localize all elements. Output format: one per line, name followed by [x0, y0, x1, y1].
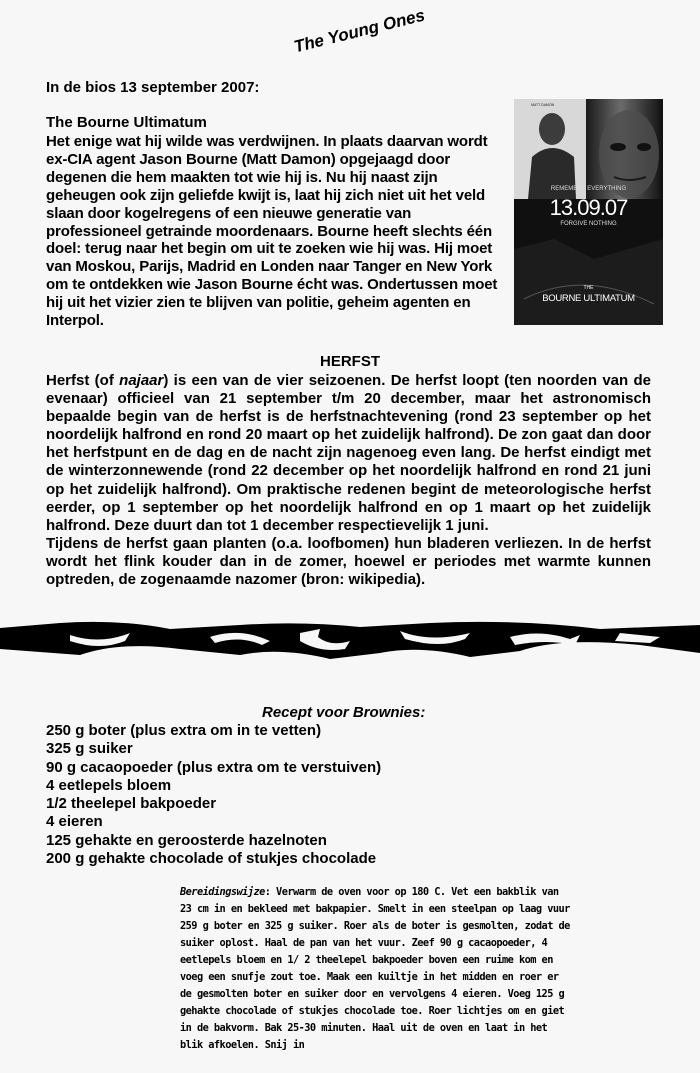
- poster-tagline-bottom: FORGIVE NOTHING: [560, 221, 617, 227]
- list-item: 4 eetlepels bloem: [46, 776, 172, 794]
- poster-tagline-top: REMEMBER EVERYTHING: [550, 186, 627, 192]
- decorative-divider: [0, 615, 700, 663]
- autumn-paragraph-1: Herfst (of najaar) is een van de vier seizoenen. De herfst loopt (ten noorden van de evenaar) officieel van 21 september t/m 20 december, maar het astronomisch bepaalde begin van de herfst is de herfstnachtevening (rond 23 september op het noordelijk halfrond en rond 20 maart op het zuidelijk halfrond). De zon gaat dan door het herfstpunt en de dag en de nacht zijn nagenoeg even lang. De herfst eindigt met de winterzonnewende (rond 22 december op het noordelijk halfrond en rond 21 juni op het zuidelijk halfrond). Om praktische redenen begint de meteorologische herfst eerder, op 1 september op het noordelijk halfrond en op 1 maart op het zuidelijk halfrond. Deze duurt dan tot 1 december respectievelijk 1 juni.: [46, 372, 651, 534]
- list-item: 325 g suiker: [46, 740, 133, 758]
- poster-title-line1: THE: [583, 285, 594, 291]
- preparation-label: Bereidingswijze: [180, 886, 265, 898]
- site-title: The Young Ones: [292, 5, 427, 57]
- movie-description: Het enige wat hij wilde was verdwijnen. In plaats daarvan wordt ex-CIA agent Jason Bourne (Matt Damon) opgejaagd door degenen die hem maakten tot wie hij is. Nu hij naast zijn geheugen ook zijn geliefde kwijt is, laat hij zich niet uit het veld slaan door kogelregens of een nieuwe generatie van professioneel getrainde moordenaars. Bourne heeft slechts één doel: terug naar het begin om uit te zoeken wie hij was. Hij moet van Moskou, Parijs, Madrid en Londen naar Tanger en New York om te ontdekken wie Jason Bourne écht was. Ondertussen moet hij uit het vizier zien te blijven van politie, geheim agenten en Interpol.: [46, 133, 498, 330]
- autumn-article: [46, 372, 651, 589]
- list-item: 125 gehakte en geroosterde hazelnoten: [46, 831, 327, 849]
- ingredient-list: [46, 722, 381, 868]
- movie-title: The Bourne Ultimatum: [46, 114, 207, 131]
- preparation-text: Bereidingswijze: Verwarm de oven voor op 180 C. Vet een bakblik van 23 cm in en bekleed met bakpapier. Smelt in een steelpan op laag vuur 259 g boter en 325 g suiker. Roer als de boter is gesmolten, zodat de suiker oplost. Haal de pan van het vuur. Zeef 90 g cacaopoeder, 4 eetlepels bloem en 1/ 2 theelepel bakpoeder boven een ruime kom en voeg een snufje zout toe. Maak een kuiltje in het midden en roer er de gesmolten boter en suiker door en vervolgens 4 eieren. Voeg 125 g gehakte chocolade of stukjes chocolade toe. Roer lichtjes om en giet in de bakvorm. Bak 25-30 minuten. Haal uit de oven en laat in het blik afkoelen. Snij in: [180, 886, 570, 1051]
- poster-date: 13.09.07: [549, 195, 628, 220]
- list-item: 200 g gehakte chocolade of stukjes chocolade: [46, 850, 377, 868]
- list-item: 90 g cacaopoeder (plus extra om te verstuiven): [46, 758, 382, 776]
- poster-actor: MATT DAMON: [531, 103, 555, 107]
- autumn-paragraph-2: Tijdens de herfst gaan planten (o.a. loofbomen) hun bladeren verliezen. In de herfst wordt het flink kouder dan in de zomer, hoewel er periodes met warmte kunnen optreden, de zogenaamde nazomer (bron: wikipedia).: [46, 534, 651, 589]
- movie-poster[interactable]: [514, 99, 663, 325]
- poster-title-line2: BOURNE ULTIMATUM: [542, 293, 635, 304]
- release-date-line: In de bios 13 september 2007:: [46, 79, 260, 96]
- recipe-heading: Recept voor Brownies:: [262, 704, 426, 721]
- list-item: 250 g boter (plus extra om in te vetten): [46, 722, 322, 739]
- list-item: 4 eieren: [46, 813, 103, 831]
- autumn-heading: HERFST: [320, 353, 380, 370]
- list-item: 1/2 theelepel bakpoeder: [46, 795, 217, 813]
